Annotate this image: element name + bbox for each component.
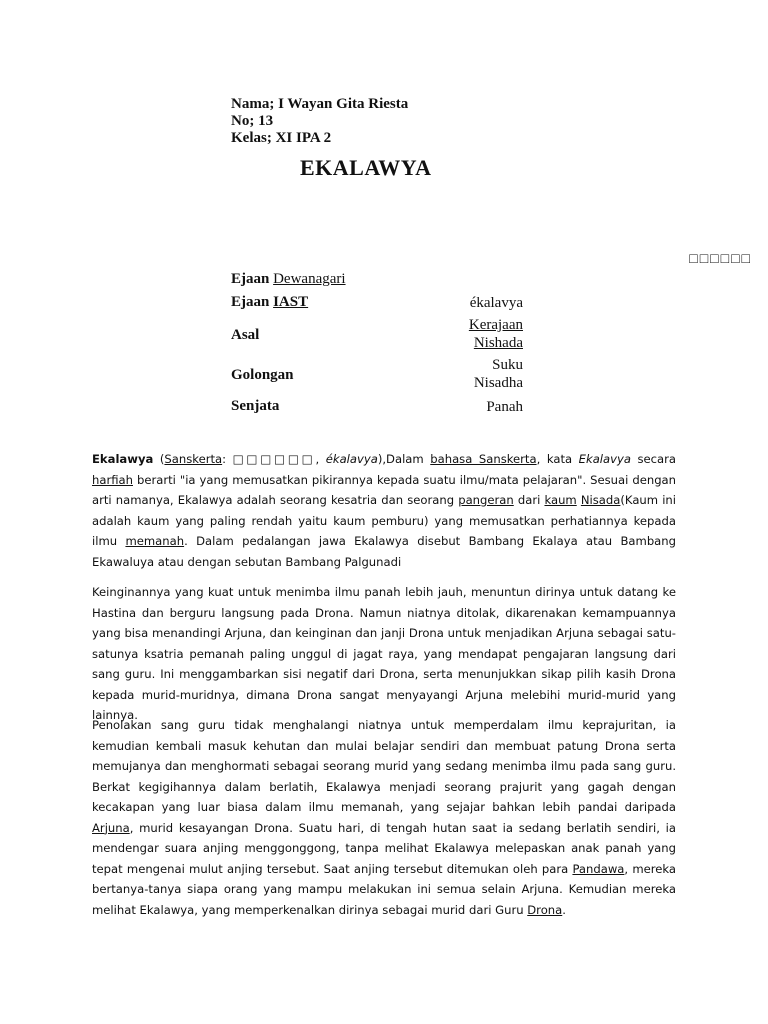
student-name: Nama; I Wayan Gita Riesta <box>231 96 409 112</box>
infobox-label: Ejaan IAST <box>231 294 309 310</box>
pangeran-link[interactable]: pangeran <box>458 493 514 507</box>
infobox-value-asal <box>469 316 523 352</box>
memanah-link[interactable]: memanah <box>125 534 185 548</box>
bahasa-sanskerta-link[interactable]: bahasa Sanskerta <box>430 452 537 466</box>
devanagari-glyphs: □□□□□□ <box>689 252 752 267</box>
student-class: Kelas; XI IPA 2 <box>231 130 332 146</box>
nisada-link[interactable]: Nisada <box>580 493 621 507</box>
paragraph-intro: Ekalawya (Sanskerta: □□□□□□, ékalavya),Dalam bahasa Sanskerta, kata Ekalavya secara harfiah berarti "ia yang memusatkan pikirannya kepada suatu ilmu/mata pelajaran". Sesuai dengan arti namanya, Ekalawya adalah seorang kesatria dan seorang pangeran dari kaum Nisada(Kaum ini adalah kaum yang paling rendah yaitu kaum pemburu) yang memusatkan perhatiannya kepada ilmu memanah. Dalam pedalangan jawa Ekalawya disebut Bambang Ekalaya atau Bambang Ekawaluya atau dengan sebutan Bambang Palgunadi <box>92 452 677 569</box>
kaum-link[interactable]: kaum <box>544 493 577 507</box>
pandawa-link[interactable]: Pandawa <box>572 861 625 876</box>
infobox-value-iast: ékalavya <box>469 295 523 311</box>
nishada-link[interactable]: Nishada <box>473 335 523 351</box>
infobox-label: Asal <box>231 327 260 343</box>
infobox-label: Senjata <box>231 398 280 414</box>
student-header <box>231 96 408 147</box>
student-number: No; 13 <box>231 113 274 129</box>
infobox-label: Golongan <box>231 367 294 383</box>
drona-link[interactable]: Drona <box>527 902 563 917</box>
dewanagari-link[interactable]: Dewanagari <box>273 271 346 287</box>
paragraph-self-training: Penolakan sang guru tidak menghalangi niatnya untuk memperdalam ilmu keprajuritan, ia kemudian kembali masuk kehutan dan mulai belajar sendiri dan membuat patung Drona serta memujanya dan menghormati sebagai seorang murid yang sedang menimba ilmu pada sang guru. Berkat kegigihannya dalam berlatih, Ekalawya menjadi seorang prajurit yang gagah dengan kecakapan yang luar biasa dalam ilmu memanah, yang sejajar bahkan lebih pandai daripada Arjuna, murid kesayangan Drona. Suatu hari, di tengah hutan saat ia sedang berlatih sendiri, ia mendengar suara anjing menggonggong, tanpa melihat Ekalawya melepaskan anak panah yang tepat mengenai mulut anjing tersebut. Saat anjing tersebut ditemukan oleh para Pandawa, mereka bertanya-tanya siapa orang yang mampu melakukan ini semua selain Arjuna. Kemudian mereka melihat Ekalawya, yang memperkenalkan dirinya sebagai murid dari Guru Drona. <box>92 718 677 917</box>
infobox-label: Ejaan Dewanagari <box>231 271 346 287</box>
iast-link[interactable]: IAST <box>273 294 309 310</box>
page-title: EKALAWYA <box>300 155 432 180</box>
paragraph-drona-rejection: Keinginannya yang kuat untuk menimba ilmu panah lebih jauh, menuntun dirinya untuk datang ke Hastina dan berguru langsung pada Drona. Namun niatnya ditolak, dikarenakan kemampuannya yang bisa menandingi Arjuna, dan keinginan dan janji Drona untuk menjadikan Arjuna sebagai satu-satunya ksatria pemanah paling unggul di jagat raya, yang mendapat pengajaran langsung dari sang guru. Ini menggambarkan sisi negatif dari Drona, serta menunjukkan sikap pilih kasih Drona kepada murid-muridnya, dimana Drona sangat menyayangi Arjuna melebihi murid-murid yang lainnya. <box>92 585 676 722</box>
sanskerta-link[interactable]: Sanskerta <box>164 452 223 466</box>
arjuna-link[interactable]: Arjuna <box>92 820 130 835</box>
infobox-value-golongan: Suku Nisadha <box>473 357 523 391</box>
harfiah-link[interactable]: harfiah <box>92 472 133 487</box>
infobox-value-senjata: Panah <box>486 399 523 415</box>
kerajaan-link[interactable]: Kerajaan <box>468 317 523 333</box>
